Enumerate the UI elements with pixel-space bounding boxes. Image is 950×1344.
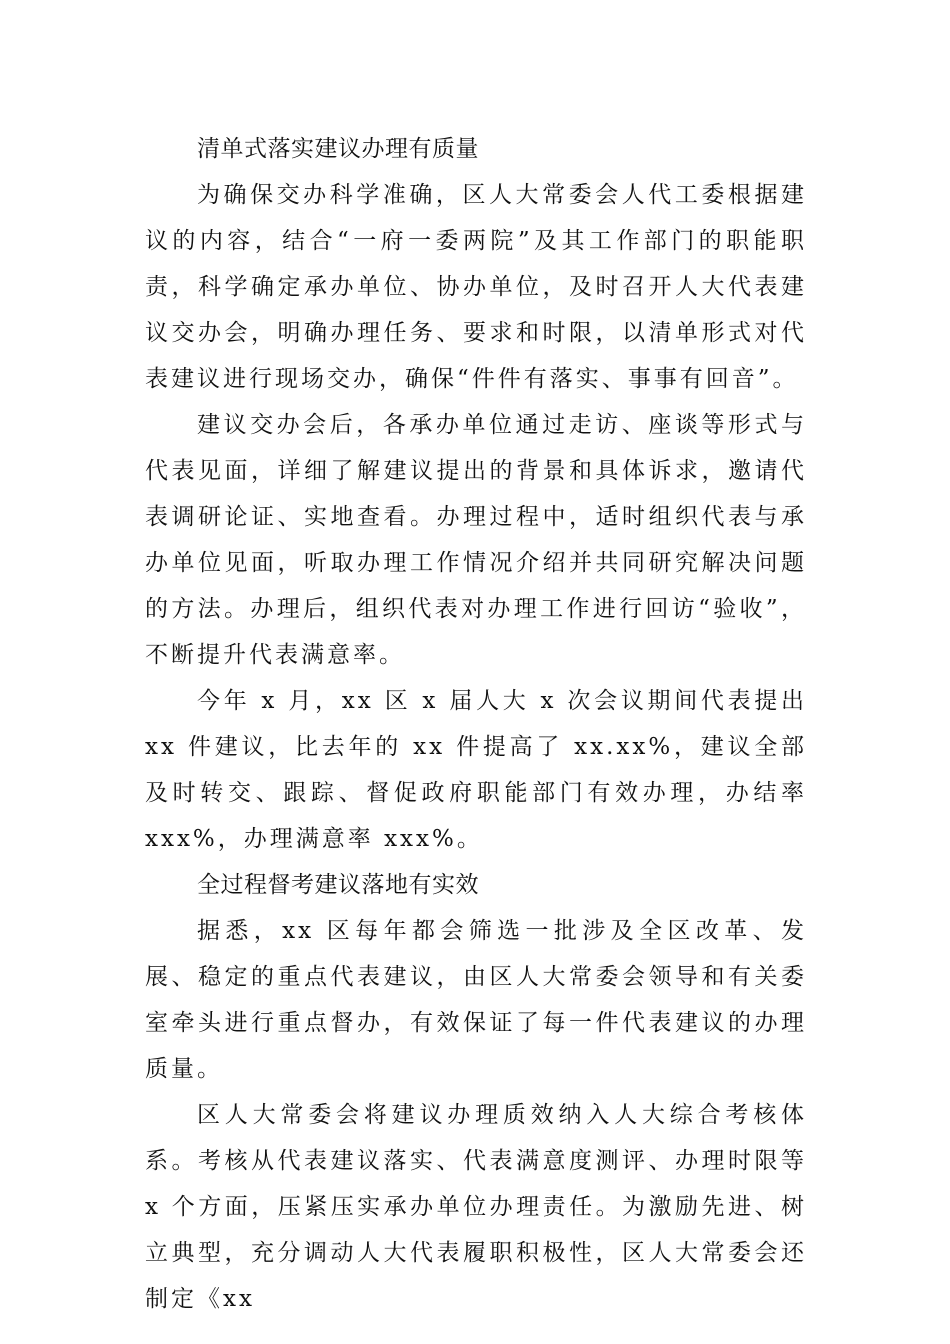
paragraph: 建议交办会后，各承办单位通过走访、座谈等形式与代表见面，详细了解建议提出的背景和具体诉求，邀请代表调研论证、实地查看。办理过程中，适时组织代表与承办单位见面，听取办理工作情况介绍并共同研究解决问题的方法。办理后，组织代表对办理工作进行回访“验收”，不断提升代表满意率。: [145, 412, 807, 668]
section-heading: 全过程督考建议落地有实效: [197, 872, 479, 898]
paragraph: 据悉，xx 区每年都会筛选一批涉及全区改革、发展、稳定的重点代表建议，由区人大常委会领导和有关委室牵头进行重点督办，有效保证了每一件代表建议的办理质量。: [145, 918, 807, 1082]
paragraph: 区人大常委会将建议办理质效纳入人大综合考核体系。考核从代表建议落实、代表满意度测评、办理时限等 x 个方面，压紧压实承办单位办理责任。为激励先进、树立典型，充分调动人大代表履职积极性，区人大常委会还制定《xx: [145, 1102, 807, 1312]
paragraph: 为确保交办科学准确，区人大常委会人代工委根据建议的内容，结合“一府一委两院”及其工作部门的职能职责，科学确定承办单位、协办单位，及时召开人大代表建议交办会，明确办理任务、要求和时限，以清单形式对代表建议进行现场交办，确保“件件有落实、事事有回音”。: [145, 182, 807, 392]
section-heading: 清单式落实建议办理有质量: [197, 136, 479, 162]
document-body: [145, 126, 807, 1322]
paragraph: 今年 x 月，xx 区 x 届人大 x 次会议期间代表提出 xx 件建议，比去年的 xx 件提高了 xx.xx%，建议全部及时转交、跟踪、督促政府职能部门有效办理，办结率 xxx%，办理满意率 xxx%。: [145, 688, 807, 852]
